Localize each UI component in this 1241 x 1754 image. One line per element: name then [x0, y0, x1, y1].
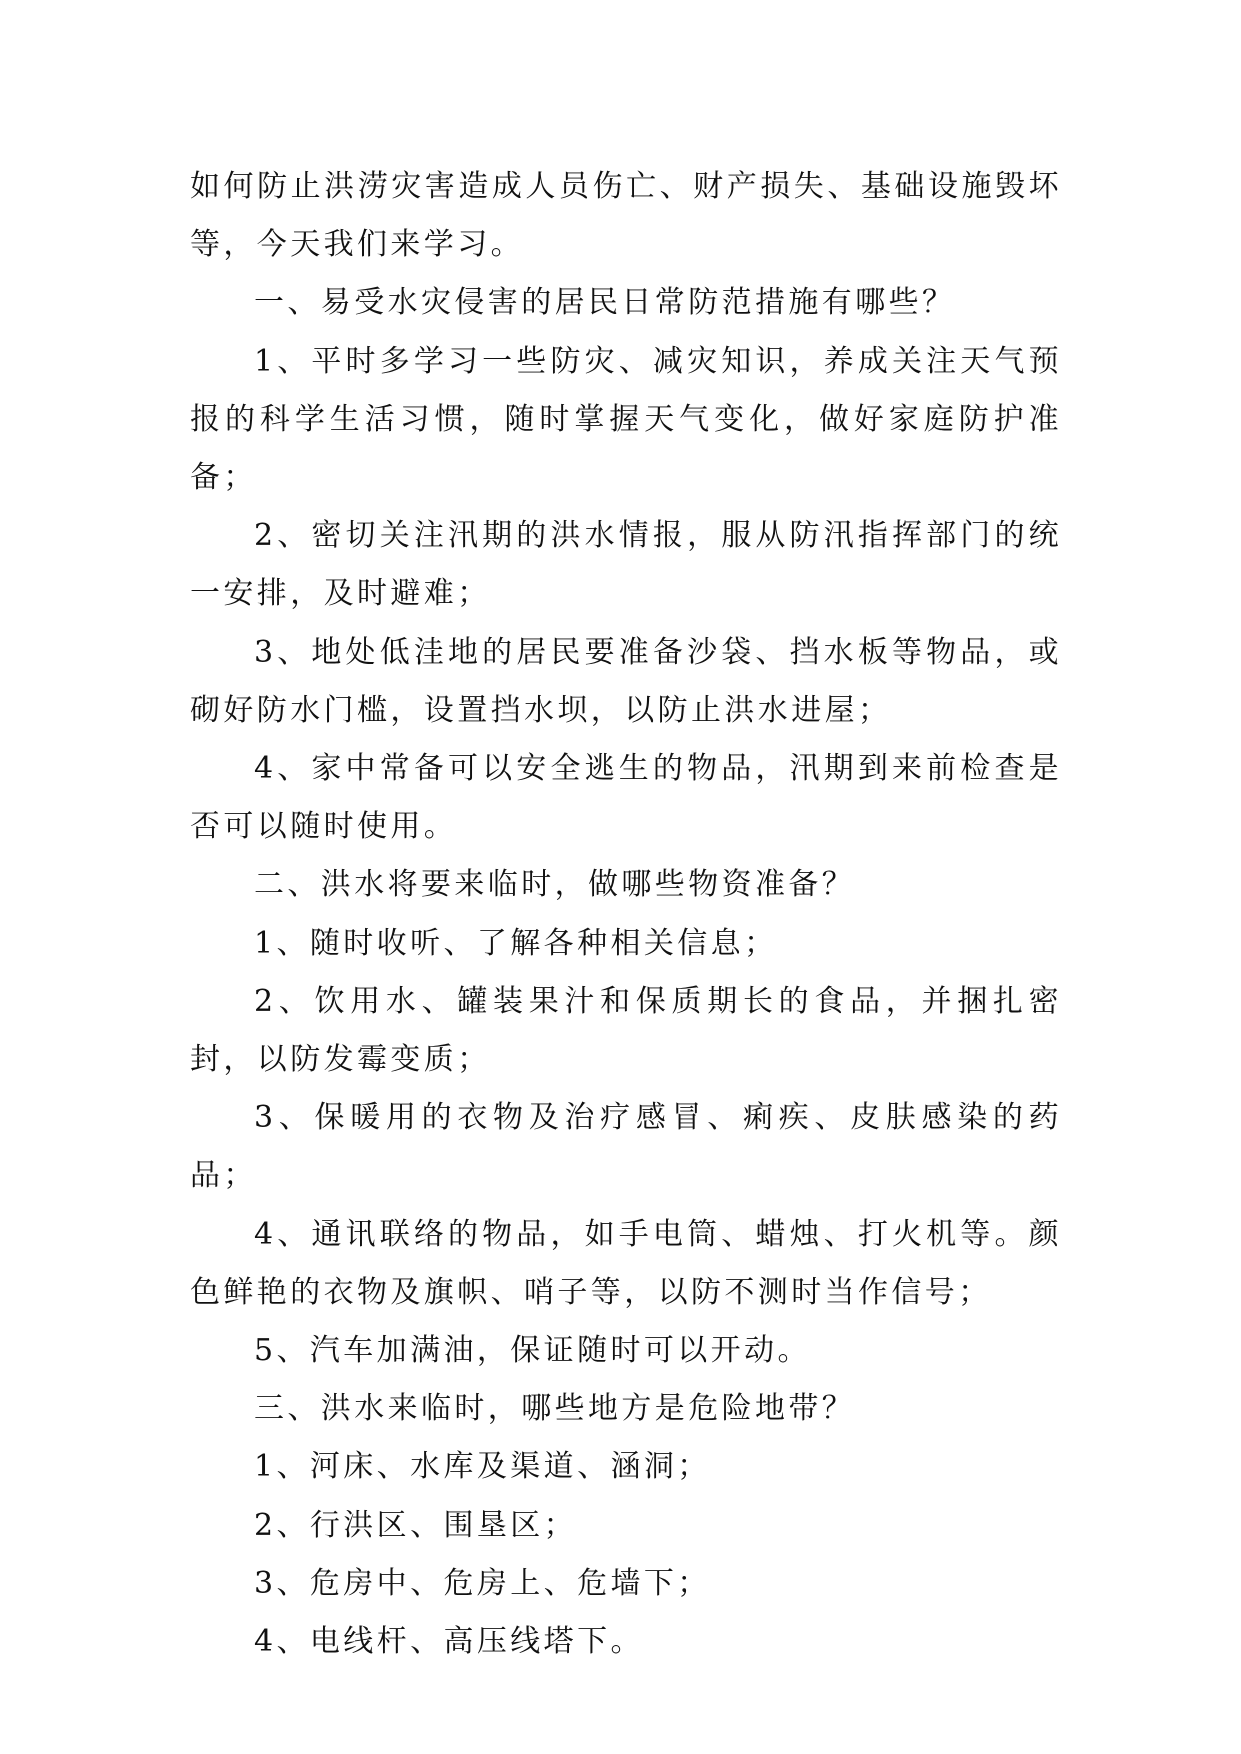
list-item: 3、地处低洼地的居民要准备沙袋、挡水板等物品，或砌好防水门槛，设置挡水坝，以防止洪水进屋；	[190, 634, 1062, 728]
list-item: 3、保暖用的衣物及治疗感冒、痢疾、皮肤感染的药品；	[190, 1100, 1062, 1194]
list-item: 4、家中常备可以安全逃生的物品，汛期到来前检查是否可以随时使用。	[190, 751, 1062, 845]
document-body	[190, 158, 1062, 1671]
section-heading-3: 三、洪水来临时，哪些地方是危险地带？	[254, 1391, 856, 1427]
list-item: 1、随时收听、了解各种相关信息；	[254, 925, 778, 961]
list-item: 4、通讯联络的物品，如手电筒、蜡烛、打火机等。颜色鲜艳的衣物及旗帜、哨子等，以防不测时当作信号；	[190, 1216, 1062, 1310]
section-heading-2: 二、洪水将要来临时，做哪些物资准备？	[254, 867, 856, 903]
list-item: 2、密切关注汛期的洪水情报，服从防汛指挥部门的统一安排，及时避难；	[190, 518, 1062, 612]
list-item: 2、行洪区、围垦区；	[254, 1507, 578, 1543]
intro-paragraph: 如何防止洪涝灾害造成人员伤亡、财产损失、基础设施毁坏等，今天我们来学习。	[190, 169, 1062, 263]
list-item: 5、汽车加满油，保证随时可以开动。	[254, 1333, 811, 1369]
list-item: 1、河床、水库及渠道、涵洞；	[254, 1449, 711, 1485]
list-item: 4、电线杆、高压线塔下。	[254, 1624, 644, 1660]
section-heading-1: 一、易受水灾侵害的居民日常防范措施有哪些？	[254, 285, 956, 321]
list-item: 1、平时多学习一些防灾、减灾知识，养成关注天气预报的科学生活习惯，随时掌握天气变化，做好家庭防护准备；	[190, 343, 1062, 496]
list-item: 3、危房中、危房上、危墙下；	[254, 1565, 711, 1601]
list-item: 2、饮用水、罐装果汁和保质期长的食品，并捆扎密封，以防发霉变质；	[190, 983, 1062, 1078]
